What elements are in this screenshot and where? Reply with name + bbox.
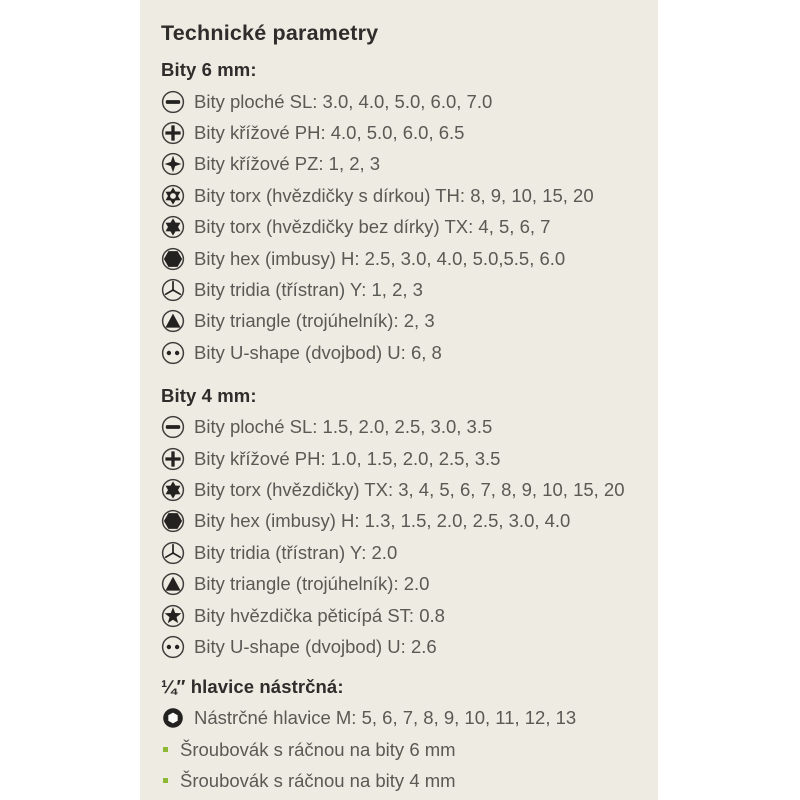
spec-item-text: Bity tridia (třístran) Y: 1, 2, 3 bbox=[194, 279, 423, 301]
spec-item bbox=[161, 703, 650, 734]
spec-item-text: Bity hex (imbusy) H: 1.3, 1.5, 2.0, 2.5, 3.0, 4.0 bbox=[194, 510, 571, 532]
spec-item-text: Bity křížové PZ: 1, 2, 3 bbox=[194, 153, 381, 175]
spec-item bbox=[161, 631, 650, 662]
spec-item-text: Bity torx (hvězdičky s dírkou) TH: 8, 9, 10, 15, 20 bbox=[194, 184, 594, 206]
spec-item-text: Bity křížové PH: 1.0, 1.5, 2.0, 2.5, 3.5 bbox=[194, 447, 501, 469]
page-title: Technické parametry bbox=[161, 21, 379, 45]
spec-item-text: Bity hvězdička pěticípá ST: 0.8 bbox=[194, 604, 445, 626]
spec-item-text: Nástrčné hlavice M: 5, 6, 7, 8, 9, 10, 11, 12, 13 bbox=[194, 707, 577, 729]
spec-item bbox=[161, 474, 650, 505]
ushape-bit-icon bbox=[161, 341, 185, 365]
spec-item bbox=[161, 506, 650, 537]
section-heading: Bity 4 mm: bbox=[161, 384, 257, 406]
spec-item bbox=[161, 212, 650, 243]
tech-params-panel bbox=[140, 0, 658, 800]
spec-item bbox=[161, 568, 650, 599]
spec-item bbox=[161, 243, 650, 274]
slotted-bit-icon bbox=[161, 415, 185, 439]
pozidriv-bit-icon bbox=[161, 152, 185, 176]
ushape-bit-icon bbox=[161, 635, 185, 659]
spec-item-text: Bity triangle (trojúhelník): 2, 3 bbox=[194, 310, 435, 332]
phillips-bit-icon bbox=[161, 121, 185, 145]
spec-item-text: Bity ploché SL: 3.0, 4.0, 5.0, 6.0, 7.0 bbox=[194, 90, 493, 112]
sections-container bbox=[161, 59, 650, 796]
spec-item bbox=[161, 600, 650, 631]
spec-item-text: Bity U-shape (dvojbod) U: 6, 8 bbox=[194, 341, 442, 363]
spec-item bbox=[161, 443, 650, 474]
bullet-text: Šroubovák s ráčnou na bity 6 mm bbox=[180, 739, 456, 761]
bullet-square bbox=[163, 778, 168, 783]
bullet-text: Šroubovák s ráčnou na bity 4 mm bbox=[180, 770, 456, 792]
star5-bit-icon bbox=[161, 604, 185, 628]
bullet-list-item bbox=[161, 735, 650, 765]
spec-item-text: Bity triangle (trojúhelník): 2.0 bbox=[194, 573, 430, 595]
hex-bit-icon bbox=[161, 509, 185, 533]
spec-item bbox=[161, 86, 650, 117]
torx-bit-icon bbox=[161, 478, 185, 502]
torx-hole-bit-icon bbox=[161, 184, 185, 208]
bullet-list-item bbox=[161, 766, 650, 796]
spec-item-text: Bity torx (hvězdičky bez dírky) TX: 4, 5, 6, 7 bbox=[194, 216, 551, 238]
spec-item bbox=[161, 117, 650, 148]
spec-item bbox=[161, 274, 650, 305]
spec-item bbox=[161, 337, 650, 368]
section-heading: ¼″ hlavice nástrčná: bbox=[161, 675, 344, 697]
spec-item bbox=[161, 412, 650, 443]
bullet-square bbox=[163, 747, 168, 752]
tridia-bit-icon bbox=[161, 278, 185, 302]
spec-item bbox=[161, 180, 650, 211]
spec-item-text: Bity hex (imbusy) H: 2.5, 3.0, 4.0, 5.0,5.5, 6.0 bbox=[194, 247, 566, 269]
slotted-bit-icon bbox=[161, 90, 185, 114]
phillips-bit-icon bbox=[161, 447, 185, 471]
spec-item bbox=[161, 537, 650, 568]
spec-item-text: Bity torx (hvězdičky) TX: 3, 4, 5, 6, 7, 8, 9, 10, 15, 20 bbox=[194, 478, 625, 500]
spec-item-text: Bity tridia (třístran) Y: 2.0 bbox=[194, 541, 398, 563]
spec-item-text: Bity křížové PH: 4.0, 5.0, 6.0, 6.5 bbox=[194, 122, 465, 144]
socket-head-icon bbox=[161, 706, 185, 730]
torx-bit-icon bbox=[161, 215, 185, 239]
hex-bit-icon bbox=[161, 247, 185, 271]
tridia-bit-icon bbox=[161, 541, 185, 565]
spec-item-text: Bity ploché SL: 1.5, 2.0, 2.5, 3.0, 3.5 bbox=[194, 416, 493, 438]
spec-item-text: Bity U-shape (dvojbod) U: 2.6 bbox=[194, 635, 437, 657]
triangle-bit-icon bbox=[161, 572, 185, 596]
triangle-bit-icon bbox=[161, 309, 185, 333]
spec-item bbox=[161, 149, 650, 180]
spec-item bbox=[161, 306, 650, 337]
section-heading: Bity 6 mm: bbox=[161, 59, 257, 80]
